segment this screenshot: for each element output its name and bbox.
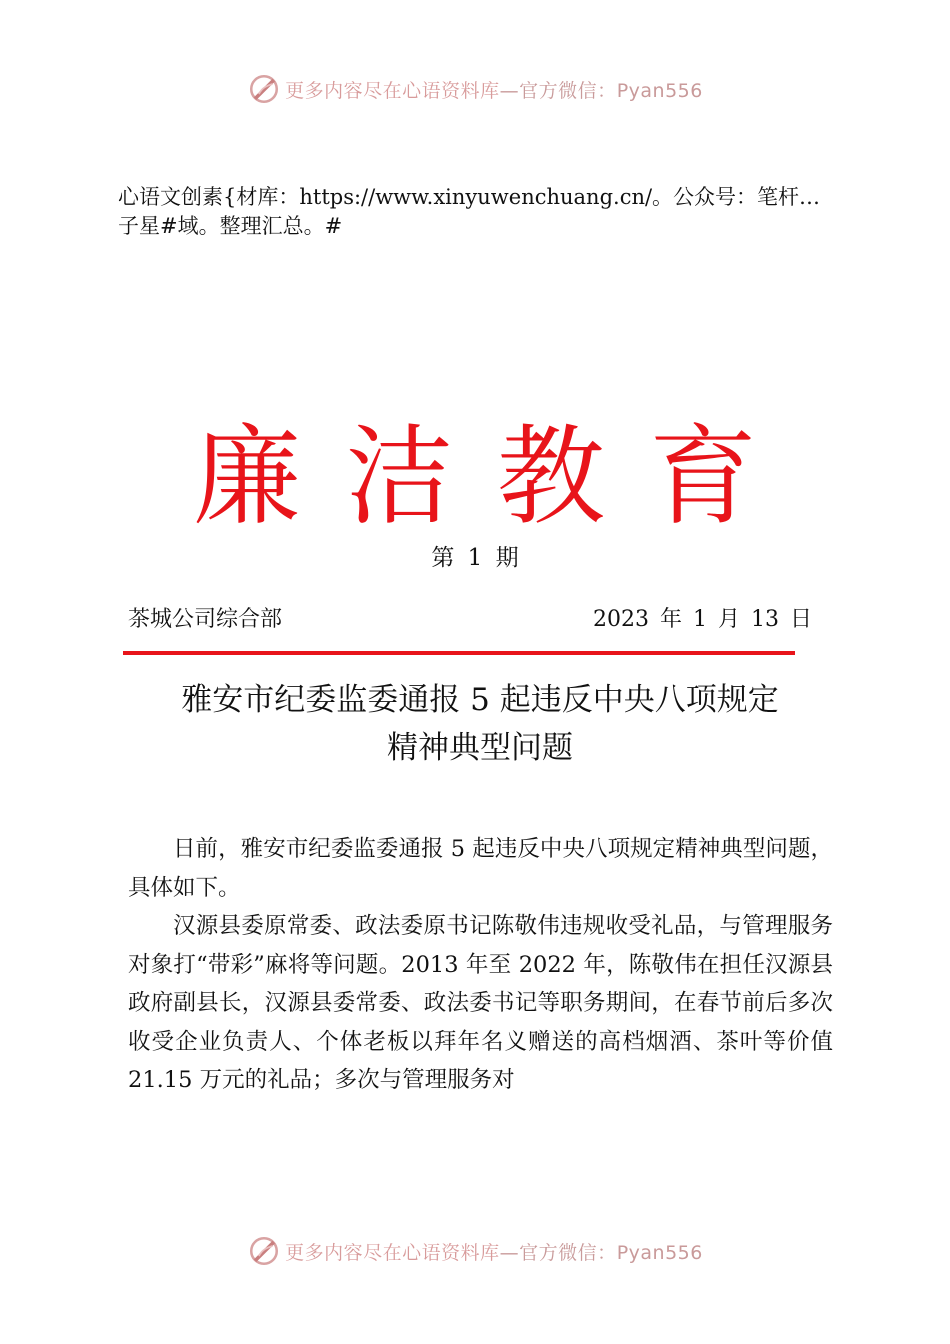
headline-line-2: 精神典型问题 [387, 730, 573, 766]
logo-icon [247, 1234, 281, 1268]
banner-slogan: 更多内容尽在心语资料库 [285, 79, 500, 102]
red-divider [123, 651, 795, 655]
bottom-banner [0, 1234, 950, 1274]
logo-icon [247, 72, 281, 106]
issue-date: 2023 年 1 月 13 日 [593, 607, 812, 632]
department: 茶城公司综合部 [128, 607, 283, 632]
article-body [128, 830, 833, 1100]
paragraph: 汉源县委原常委、政法委原书记陈敬伟违规收受礼品，与管理服务对象打“带彩”麻将等问题。2013 年至 2022 年，陈敬伟在担任汉源县政府副县长，汉源县委常委、政法委书记等职务期间，在春节前后多次收受企业负责人、个体老板以拜年名义赠送的高档烟酒、茶叶等价值 21.15 万元的礼品；多次与管理服务对 [128, 913, 833, 1093]
banner-wechat-label: 官方微信： [519, 79, 617, 102]
banner-separator: — [499, 79, 520, 102]
banner-wechat-id: Pyan556 [616, 79, 703, 102]
masthead-title: 廉洁教育 [192, 415, 801, 540]
banner-text [285, 1238, 703, 1265]
article-headline [120, 676, 840, 772]
issue-number: 第 1 期 [431, 545, 519, 571]
banner-slogan: 更多内容尽在心语资料库 [285, 1241, 500, 1264]
banner-separator: — [499, 1241, 520, 1264]
source-note: 心语文创素{材库：https://www.xinyuwenchuang.cn/。公众号：笔杆…子星#域。整理汇总。# [118, 185, 821, 238]
banner-wechat-id: Pyan556 [616, 1241, 703, 1264]
top-banner [0, 72, 950, 112]
paragraph: 日前，雅安市纪委监委通报 5 起违反中央八项规定精神典型问题，具体如下。 [128, 836, 833, 901]
headline-line-1: 雅安市纪委监委通报 5 起违反中央八项规定 [181, 682, 779, 718]
banner-wechat-label: 官方微信： [519, 1241, 617, 1264]
banner-text [285, 76, 703, 103]
